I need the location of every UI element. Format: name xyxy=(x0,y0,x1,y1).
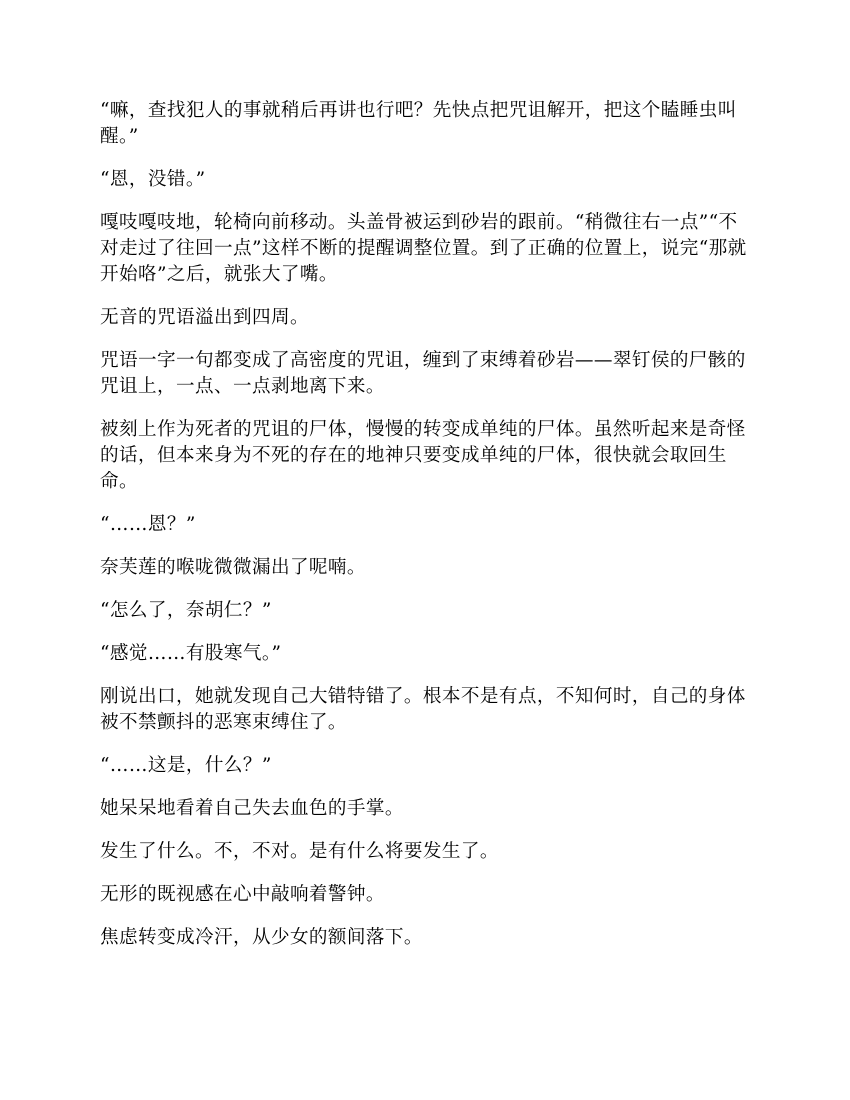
paragraph: 发生了什么。不，不对。是有什么将要发生了。 xyxy=(100,841,499,862)
paragraph: 无形的既视感在心中敲响着警钟。 xyxy=(100,884,385,905)
paragraph: 刚说出口，她就发现自己大错特错了。根本不是有点，不知何时，自己的身体被不禁颤抖的恶寒束缚住了。 xyxy=(100,686,746,733)
paragraph: “……这是，什么？” xyxy=(100,755,272,776)
paragraph: 无音的咒语溢出到四周。 xyxy=(100,307,309,328)
paragraph: 被刻上作为死者的咒诅的尸体，慢慢的转变成单纯的尸体。虽然听起来是奇怪的话，但本来身为不死的存在的地神只要变成单纯的尸体，很快就会取回生命。 xyxy=(100,419,746,492)
paragraph: “怎么了，奈胡仁？” xyxy=(100,600,272,621)
document-page xyxy=(100,98,752,968)
paragraph: “……恩？” xyxy=(100,514,196,535)
paragraph: “感觉……有股寒气。” xyxy=(100,643,282,664)
paragraph: “恩，没错。” xyxy=(100,169,206,190)
paragraph: 奈芙莲的喉咙微微漏出了呢喃。 xyxy=(100,557,366,578)
paragraph: 焦虑转变成冷汗，从少女的额间落下。 xyxy=(100,927,423,948)
paragraph: 嘎吱嘎吱地，轮椅向前移动。头盖骨被运到砂岩的跟前。“稍微往右一点”“不对走过了往回一点”这样不断的提醒调整位置。到了正确的位置上，说完“那就开始咯”之后，就张大了嘴。 xyxy=(100,212,747,285)
paragraph: 她呆呆地看着自己失去血色的手掌。 xyxy=(100,798,404,819)
paragraph: 咒语一字一句都变成了高密度的咒诅，缠到了束缚着砂岩——翠钉侯的尸骸的咒诅上，一点、一点剥地离下来。 xyxy=(100,350,746,397)
paragraph: “嘛，查找犯人的事就稍后再讲也行吧？先快点把咒诅解开，把这个瞌睡虫叫醒。” xyxy=(100,100,737,147)
